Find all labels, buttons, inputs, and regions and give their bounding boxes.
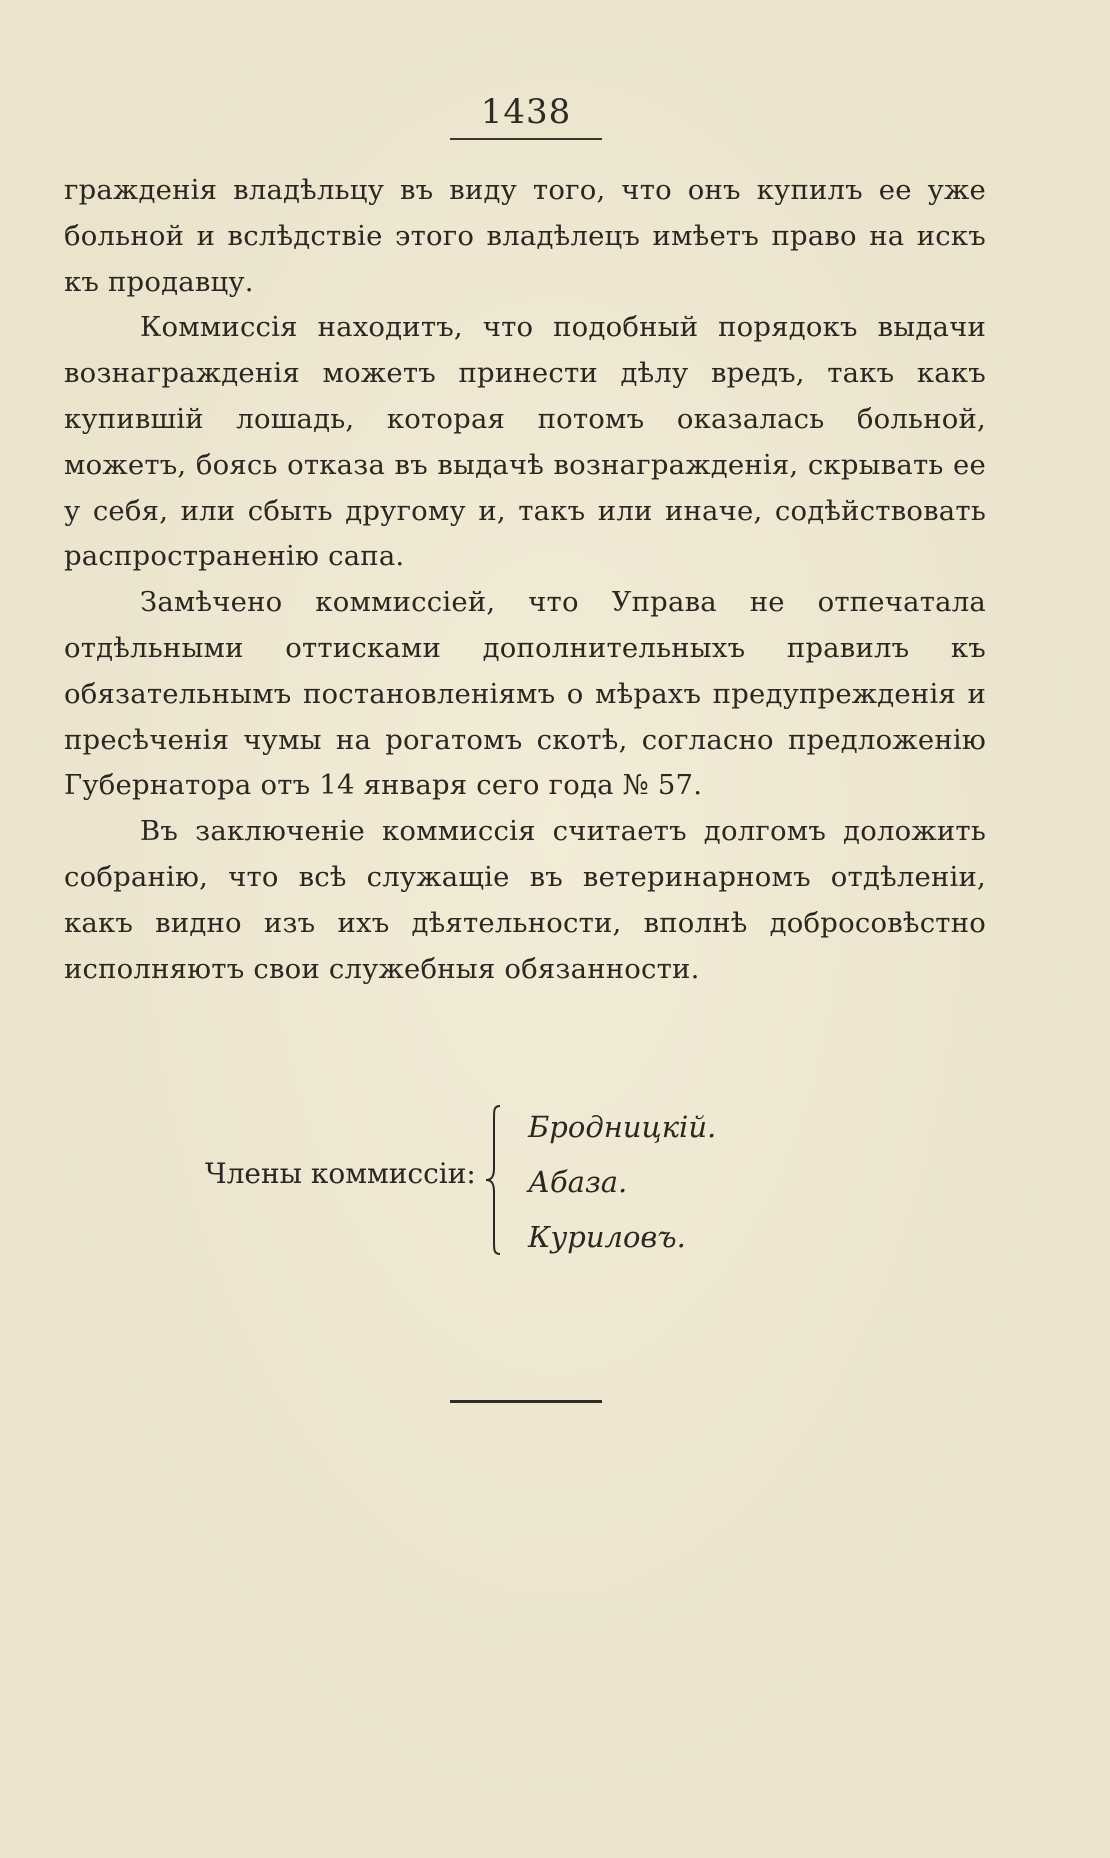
footer-rule	[450, 1400, 602, 1403]
signature-label: Члены коммиссіи:	[205, 1157, 476, 1190]
signature-member-2: Абаза.	[528, 1165, 628, 1199]
signature-block	[0, 1100, 1110, 1260]
signature-member-1: Бродницкій.	[528, 1110, 717, 1144]
page-number: 1438	[480, 92, 572, 132]
paragraph-3: Замѣчено коммиссіей, что Управа не отпечатала отдѣльными оттисками дополнительныхъ правилъ къ обязательнымъ постановленіямъ о мѣрахъ предупрежденія и пресѣченія чумы на рогатомъ скотѣ, согласно предложенію Губернатора отъ 14 января сего года № 57.	[64, 586, 986, 802]
paragraph-1: гражденія владѣльцу въ виду того, что онъ купилъ ее уже больной и вслѣдствіе этого владѣлецъ имѣетъ право на искъ къ продавцу.	[64, 174, 986, 298]
signature-names	[528, 1100, 716, 1265]
header-rule	[450, 138, 602, 140]
body-text	[64, 168, 986, 992]
signature-member-3: Куриловъ.	[528, 1220, 686, 1254]
paragraph-2: Коммиссія находитъ, что подобный порядокъ выдачи вознагражденія можетъ принести дѣлу вредъ, такъ какъ купившій лошадь, которая потомъ оказалась больной, можетъ, боясь отказа въ выдачѣ вознагражденія, скрывать ее у себя, или сбыть другому и, такъ или иначе, содѣйствовать распространенію сапа.	[64, 311, 986, 573]
paragraph-4: Въ заключеніе коммиссія считаетъ долгомъ доложить собранію, что всѣ служащіе въ ветеринарномъ отдѣленіи, какъ видно изъ ихъ дѣятельности, вполнѣ добросовѣстно исполняютъ свои служебныя обязанности.	[64, 815, 986, 985]
curly-brace-icon	[484, 1104, 506, 1256]
